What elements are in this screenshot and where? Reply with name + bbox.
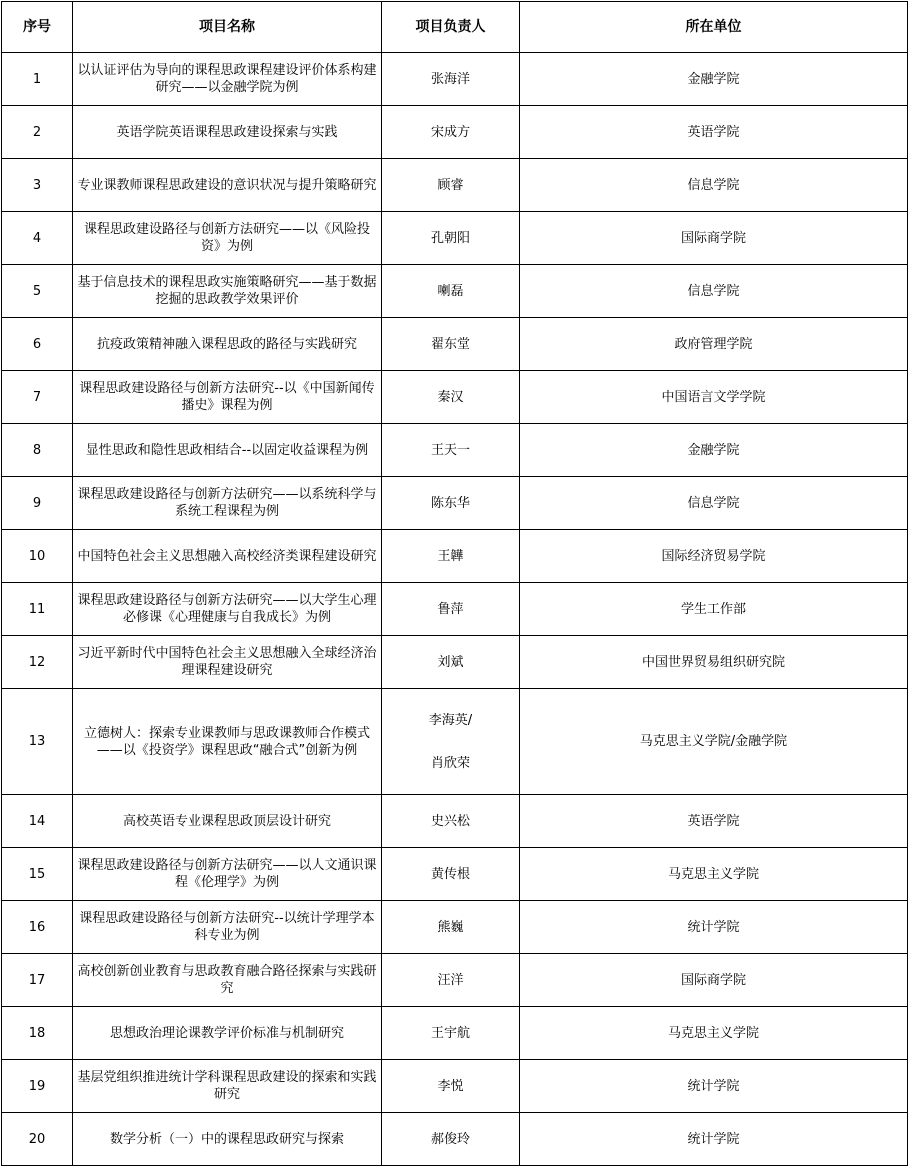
project-leader: 汪洋 [437, 972, 464, 988]
row-index: 11 [2, 583, 73, 636]
project-unit: 信息学院 [520, 159, 908, 212]
header-name: 项目名称 [73, 2, 382, 53]
project-leader-cell [382, 583, 520, 636]
project-name-cell [73, 530, 382, 583]
project-leader-cell [382, 954, 520, 1007]
project-leader: 李悦 [437, 1078, 464, 1094]
project-leader: 翟东堂 [430, 336, 470, 352]
project-name-cell [73, 477, 382, 530]
table-row [2, 1113, 908, 1166]
project-name-cell [73, 106, 382, 159]
project-leader-second: 肖欣荣 [430, 755, 470, 771]
row-index: 2 [2, 106, 73, 159]
project-unit: 信息学院 [520, 265, 908, 318]
project-name-cell [73, 583, 382, 636]
project-unit: 英语学院 [520, 795, 908, 848]
table-row [2, 901, 908, 954]
project-name: 高校创新创业教育与思政教育融合路径探索与实践研究 [77, 964, 377, 996]
project-leader-cell [382, 318, 520, 371]
project-leader-cell [382, 795, 520, 848]
project-name-cell [73, 795, 382, 848]
project-name: 英语学院英语课程思政建设探索与实践 [116, 124, 338, 140]
project-unit: 金融学院 [520, 53, 908, 106]
project-leader-cell [382, 477, 520, 530]
project-name: 课程思政建设路径与创新方法研究--以《中国新闻传播史》课程为例 [79, 381, 375, 413]
project-name: 课程思政建设路径与创新方法研究--以统计学理学本科专业为例 [79, 911, 375, 943]
project-name: 以认证评估为导向的课程思政课程建设评价体系构建研究——以金融学院为例 [77, 63, 377, 95]
project-leader-cell [382, 159, 520, 212]
table-row [2, 424, 908, 477]
row-index: 12 [2, 636, 73, 689]
project-leader: 郝俊玲 [430, 1131, 470, 1147]
table-row [2, 477, 908, 530]
row-index: 7 [2, 371, 73, 424]
project-leader: 黄传根 [430, 866, 470, 882]
project-leader-cell [382, 636, 520, 689]
row-index: 17 [2, 954, 73, 1007]
project-unit: 金融学院 [520, 424, 908, 477]
project-unit: 中国语言文学学院 [520, 371, 908, 424]
project-unit: 马克思主义学院/金融学院 [520, 689, 908, 795]
project-leader: 王天一 [430, 442, 470, 458]
project-name: 高校英语专业课程思政顶层设计研究 [122, 813, 331, 829]
project-unit: 政府管理学院 [520, 318, 908, 371]
project-leader: 孔朝阳 [430, 230, 470, 246]
project-leader: 喇磊 [437, 283, 464, 299]
project-leader: 顾睿 [437, 177, 464, 193]
project-leader: 王宇航 [430, 1025, 470, 1041]
project-name: 课程思政建设路径与创新方法研究——以大学生心理必修课《心理健康与自我成长》为例 [77, 593, 377, 625]
project-leader-cell [382, 212, 520, 265]
table-row [2, 1060, 908, 1113]
project-leader-cell [382, 848, 520, 901]
project-leader: 刘斌 [437, 654, 464, 670]
project-leader: 鲁萍 [437, 601, 464, 617]
leader-spacer [384, 729, 517, 755]
project-leader: 王韡 [437, 548, 464, 564]
project-name: 数学分析（一）中的课程思政研究与探索 [109, 1131, 344, 1147]
project-name: 立德树人：探索专业课教师与思政课教师合作模式 ——以《投资学》课程思政“融合式”创新为例 [83, 725, 370, 758]
project-leader-cell [382, 689, 520, 795]
project-name-cell [73, 901, 382, 954]
project-leader: 陈东华 [430, 495, 470, 511]
row-index: 10 [2, 530, 73, 583]
header-leader: 项目负责人 [382, 2, 520, 53]
project-unit: 统计学院 [520, 901, 908, 954]
table-row [2, 1007, 908, 1060]
row-index: 14 [2, 795, 73, 848]
project-leader: 宋成方 [430, 124, 470, 140]
project-name: 抗疫政策精神融入课程思政的路径与实践研究 [96, 336, 357, 352]
project-unit: 中国世界贸易组织研究院 [520, 636, 908, 689]
project-name: 习近平新时代中国特色社会主义思想融入全球经济治理课程建设研究 [77, 646, 377, 678]
project-name: 课程思政建设路径与创新方法研究——以人文通识课程《伦理学》为例 [77, 858, 377, 890]
project-name-cell [73, 848, 382, 901]
table-row [2, 53, 908, 106]
project-name-cell [73, 424, 382, 477]
table-row [2, 689, 908, 795]
project-name-cell [73, 371, 382, 424]
project-unit: 信息学院 [520, 477, 908, 530]
row-index: 5 [2, 265, 73, 318]
project-name-cell [73, 265, 382, 318]
row-index: 3 [2, 159, 73, 212]
project-name: 显性思政和隐性思政相结合--以固定收益课程为例 [85, 442, 369, 458]
row-index: 6 [2, 318, 73, 371]
project-unit: 统计学院 [520, 1060, 908, 1113]
project-table [1, 1, 908, 1166]
project-name: 专业课教师课程思政建设的意识状况与提升策略研究 [77, 177, 377, 193]
project-name-cell [73, 1007, 382, 1060]
project-unit: 国际商学院 [520, 212, 908, 265]
table-row [2, 954, 908, 1007]
project-name-cell [73, 212, 382, 265]
table-row [2, 795, 908, 848]
project-leader-cell [382, 1113, 520, 1166]
project-name-cell [73, 318, 382, 371]
project-name: 课程思政建设路径与创新方法研究——以系统科学与系统工程课程为例 [77, 487, 377, 519]
project-leader-cell [382, 265, 520, 318]
project-unit: 国际商学院 [520, 954, 908, 1007]
project-unit: 统计学院 [520, 1113, 908, 1166]
project-unit: 学生工作部 [520, 583, 908, 636]
table-row [2, 318, 908, 371]
row-index: 1 [2, 53, 73, 106]
project-name: 基于信息技术的课程思政实施策略研究——基于数据挖掘的思政教学效果评价 [77, 275, 377, 307]
row-index: 8 [2, 424, 73, 477]
table-row [2, 848, 908, 901]
project-leader-cell [382, 424, 520, 477]
project-name: 课程思政建设路径与创新方法研究——以《风险投资》为例 [83, 222, 370, 254]
project-name-cell [73, 636, 382, 689]
project-name: 思想政治理论课教学评价标准与机制研究 [109, 1025, 344, 1041]
project-leader-cell [382, 530, 520, 583]
project-unit: 国际经济贸易学院 [520, 530, 908, 583]
row-index: 15 [2, 848, 73, 901]
table-row [2, 106, 908, 159]
project-unit: 马克思主义学院 [520, 848, 908, 901]
row-index: 20 [2, 1113, 73, 1166]
row-index: 13 [2, 689, 73, 795]
project-name: 中国特色社会主义思想融入高校经济类课程建设研究 [77, 548, 377, 564]
project-name-cell [73, 1113, 382, 1166]
project-unit: 英语学院 [520, 106, 908, 159]
project-name-cell [73, 53, 382, 106]
project-leader: 张海洋 [430, 71, 470, 87]
project-name-cell [73, 159, 382, 212]
project-leader-cell [382, 53, 520, 106]
header-unit: 所在单位 [520, 2, 908, 53]
table-row [2, 371, 908, 424]
table-row [2, 583, 908, 636]
project-leader-cell [382, 1007, 520, 1060]
project-leader-cell [382, 106, 520, 159]
row-index: 16 [2, 901, 73, 954]
row-index: 4 [2, 212, 73, 265]
project-leader: 史兴松 [430, 813, 470, 829]
project-leader: 李海英/ [428, 712, 473, 728]
table-row [2, 265, 908, 318]
project-leader-cell [382, 371, 520, 424]
table-row [2, 530, 908, 583]
table-row [2, 159, 908, 212]
row-index: 9 [2, 477, 73, 530]
project-unit: 马克思主义学院 [520, 1007, 908, 1060]
project-name-cell [73, 689, 382, 795]
table-body [2, 53, 908, 1166]
project-name-cell [73, 954, 382, 1007]
row-index: 18 [2, 1007, 73, 1060]
project-leader-cell [382, 1060, 520, 1113]
project-leader: 秦汉 [437, 389, 464, 405]
project-name-cell [73, 1060, 382, 1113]
header-index: 序号 [2, 2, 73, 53]
table-row [2, 636, 908, 689]
table-row [2, 212, 908, 265]
row-index: 19 [2, 1060, 73, 1113]
header-row [2, 2, 908, 53]
project-leader-cell [382, 901, 520, 954]
project-leader: 熊巍 [437, 919, 464, 935]
project-name: 基层党组织推进统计学科课程思政建设的探索和实践研究 [77, 1070, 377, 1102]
